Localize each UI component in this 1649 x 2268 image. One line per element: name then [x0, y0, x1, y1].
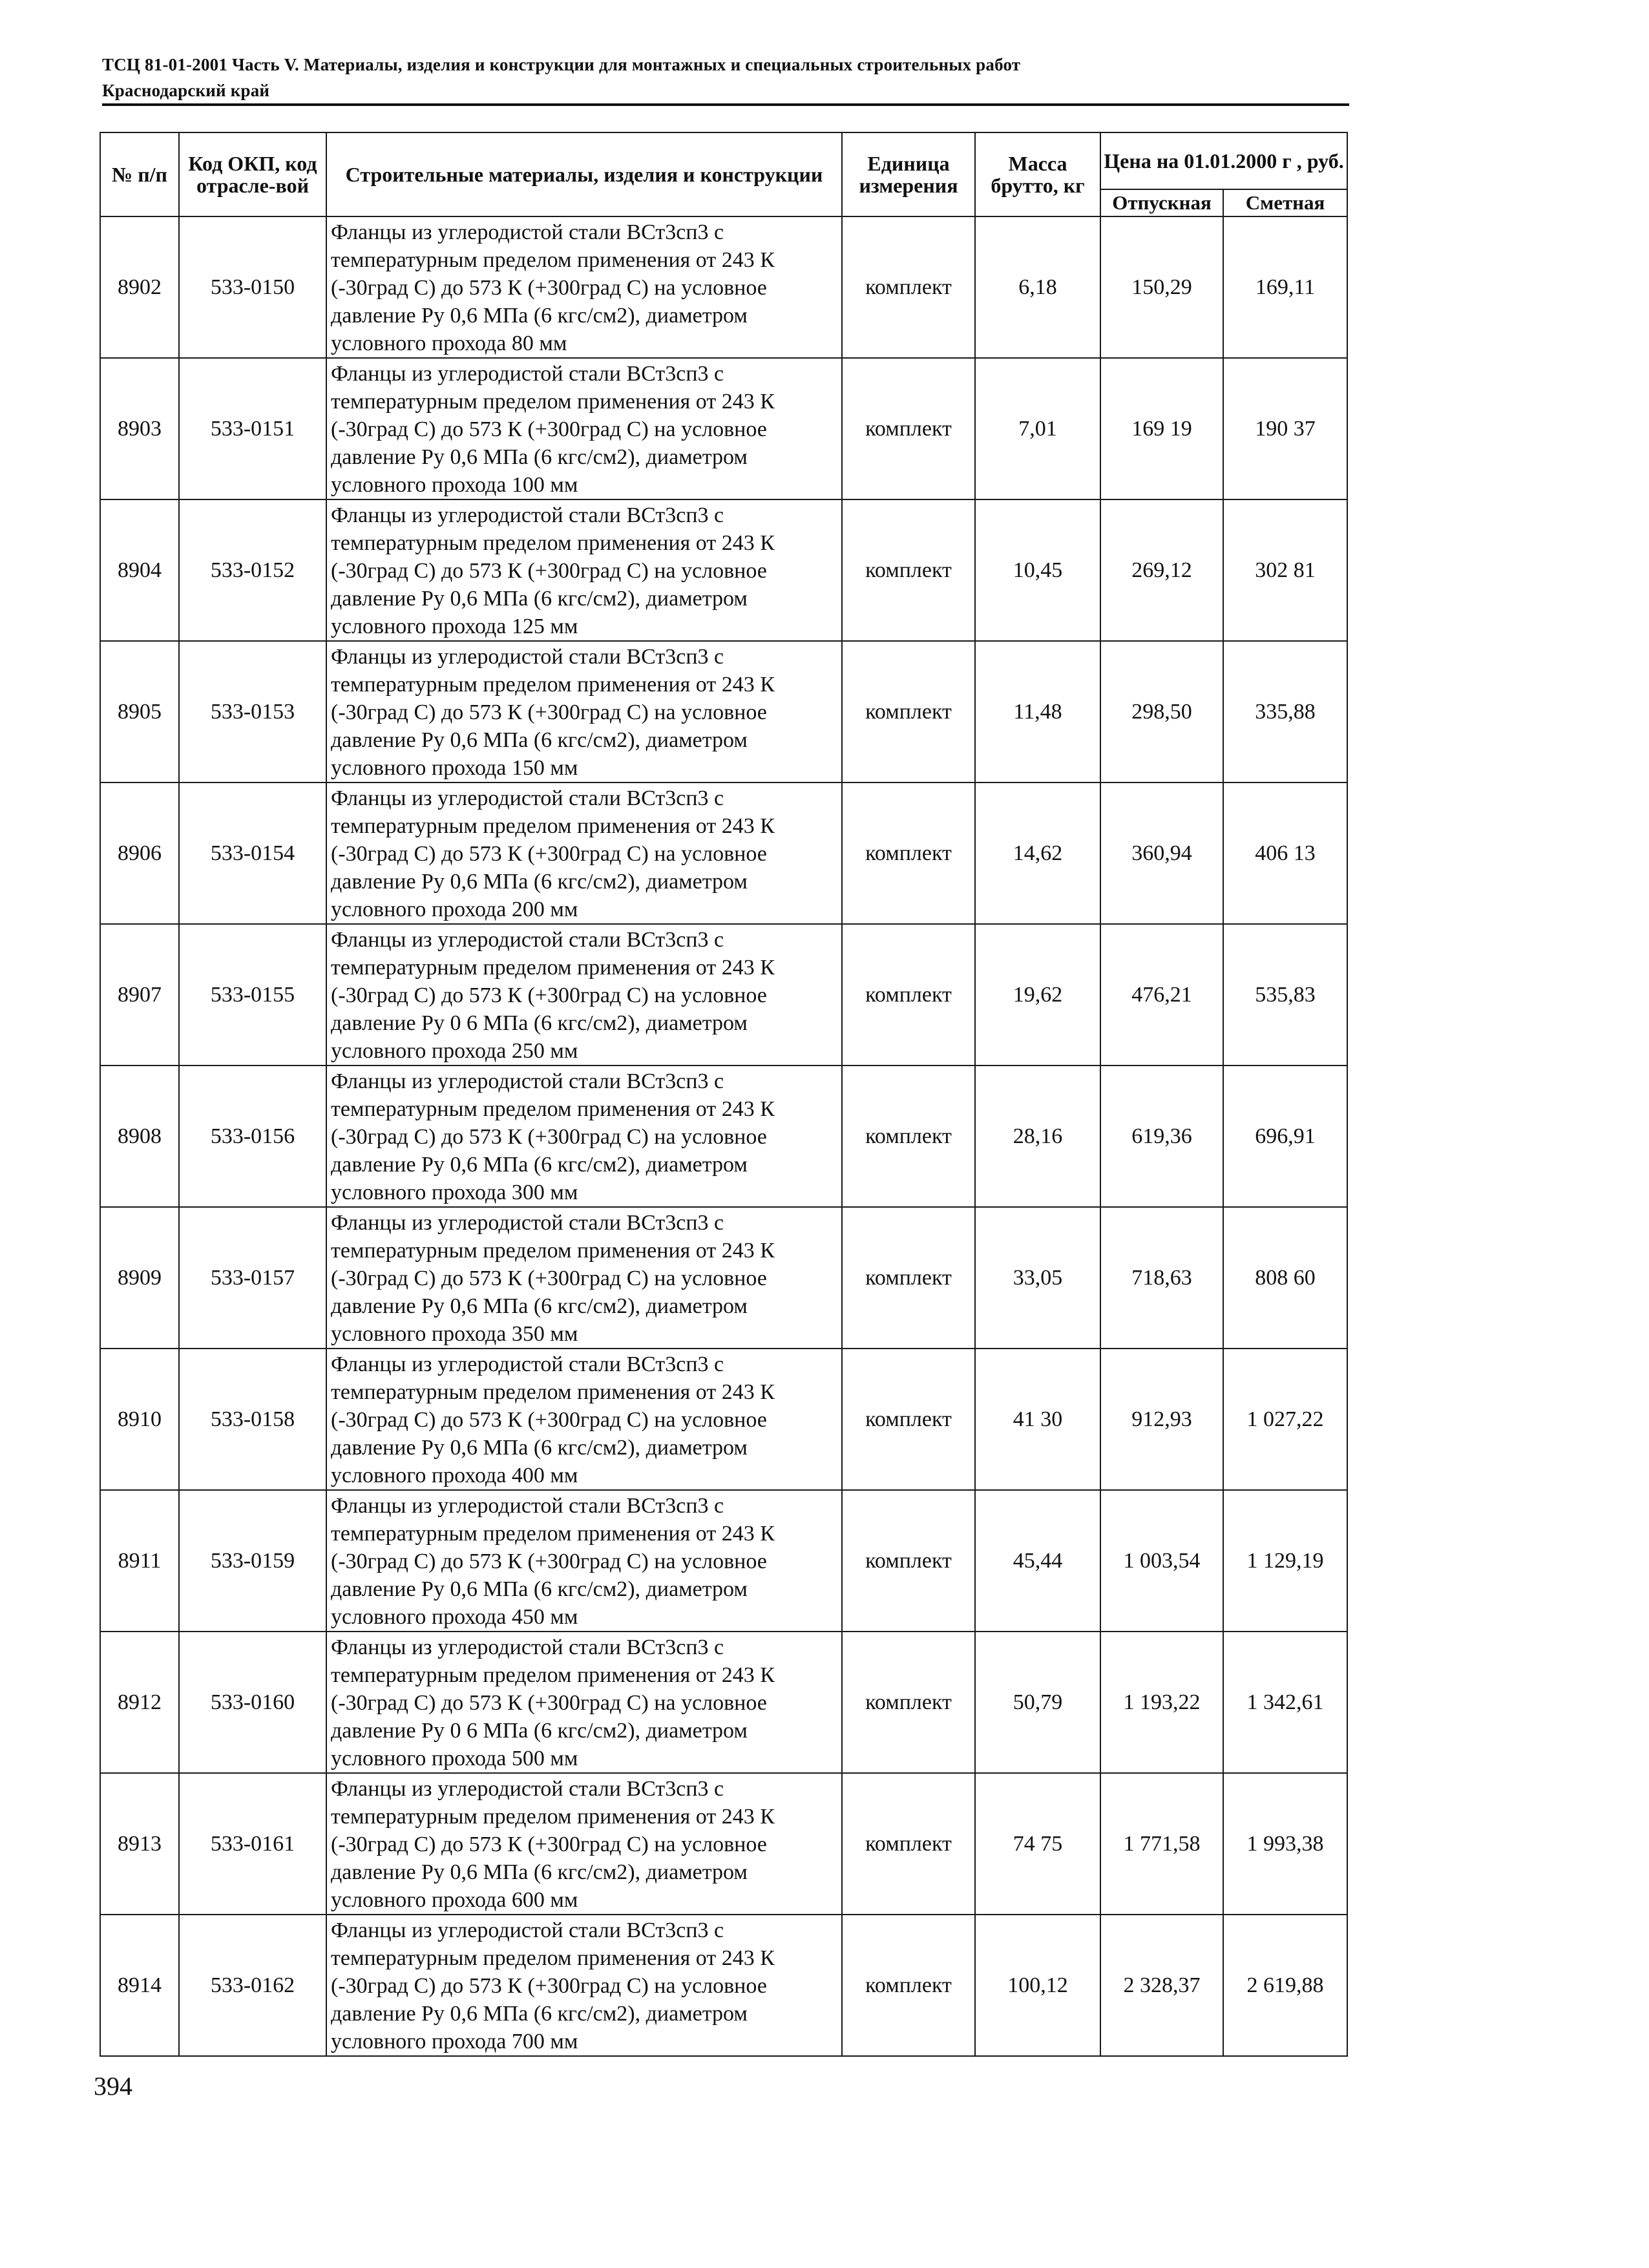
gross-mass: 11,48	[975, 641, 1100, 782]
row-number: 8906	[100, 782, 179, 924]
unit-of-measure: комплект	[842, 1632, 975, 1773]
table-row	[100, 641, 1347, 782]
estimate-price: 335,88	[1223, 641, 1347, 782]
release-price: 269,12	[1100, 499, 1223, 641]
item-description: Фланцы из углеродистой стали ВСт3сп3 с температурным пределом применения от 243 К (-30град С) до 573 К (+300град С) на условное давление Ру 0,6 МПа (6 кгс/см2), диаметром условного прохода 300 мм	[326, 1066, 842, 1207]
unit-of-measure: комплект	[842, 216, 975, 358]
release-price: 1 771,58	[1100, 1773, 1223, 1915]
estimate-price: 406 13	[1223, 782, 1347, 924]
header-rule	[102, 103, 1349, 106]
col-header-mass: Масса брутто, кг	[975, 132, 1100, 216]
okp-code: 533-0160	[179, 1632, 326, 1773]
release-price: 298,50	[1100, 641, 1223, 782]
item-description: Фланцы из углеродистой стали ВСт3сп3 с температурным пределом применения от 243 К (-30град С) до 573 К (+300град С) на условное давление Ру 0,6 МПа (6 кгс/см2), диаметром условного прохода 350 мм	[326, 1207, 842, 1349]
table-row	[100, 1207, 1347, 1349]
item-description: Фланцы из углеродистой стали ВСт3сп3 с температурным пределом применения от 243 К (-30град С) до 573 К (+300град С) на условное давление Ру 0,6 МПа (6 кгс/см2), диаметром условного прохода 150 мм	[326, 641, 842, 782]
unit-of-measure: комплект	[842, 1349, 975, 1490]
gross-mass: 33,05	[975, 1207, 1100, 1349]
release-price: 1 003,54	[1100, 1490, 1223, 1632]
gross-mass: 45,44	[975, 1490, 1100, 1632]
col-header-unit: Единица измерения	[842, 132, 975, 216]
gross-mass: 41 30	[975, 1349, 1100, 1490]
page-header	[102, 52, 1349, 103]
estimate-price: 190 37	[1223, 358, 1347, 499]
table-row	[100, 1349, 1347, 1490]
table-row	[100, 1773, 1347, 1915]
estimate-price: 535,83	[1223, 924, 1347, 1066]
okp-code: 533-0151	[179, 358, 326, 499]
okp-code: 533-0155	[179, 924, 326, 1066]
page-number: 394	[94, 2072, 132, 2101]
estimate-price: 696,91	[1223, 1066, 1347, 1207]
table-row	[100, 1066, 1347, 1207]
release-price: 912,93	[1100, 1349, 1223, 1490]
okp-code: 533-0153	[179, 641, 326, 782]
item-description: Фланцы из углеродистой стали ВСт3сп3 с температурным пределом применения от 243 К (-30град С) до 573 К (+300град С) на условное давление Ру 0,6 МПа (6 кгс/см2), диаметром условного прохода 700 мм	[326, 1915, 842, 2056]
row-number: 8903	[100, 358, 179, 499]
row-number: 8913	[100, 1773, 179, 1915]
item-description: Фланцы из углеродистой стали ВСт3сп3 с температурным пределом применения от 243 К (-30град С) до 573 К (+300град С) на условное давление Ру 0,6 МПа (6 кгс/см2), диаметром условного прохода 400 мм	[326, 1349, 842, 1490]
release-price: 1 193,22	[1100, 1632, 1223, 1773]
table-body	[100, 216, 1347, 2056]
release-price: 150,29	[1100, 216, 1223, 358]
row-number: 8905	[100, 641, 179, 782]
table-row	[100, 1915, 1347, 2056]
row-number: 8909	[100, 1207, 179, 1349]
col-header-price-release: Отпускная	[1100, 189, 1223, 216]
col-header-name: Строительные материалы, изделия и конструкции	[326, 132, 842, 216]
unit-of-measure: комплект	[842, 1066, 975, 1207]
col-header-num: № п/п	[100, 132, 179, 216]
gross-mass: 100,12	[975, 1915, 1100, 2056]
table-row	[100, 499, 1347, 641]
gross-mass: 14,62	[975, 782, 1100, 924]
unit-of-measure: комплект	[842, 1207, 975, 1349]
gross-mass: 74 75	[975, 1773, 1100, 1915]
okp-code: 533-0162	[179, 1915, 326, 2056]
row-number: 8912	[100, 1632, 179, 1773]
unit-of-measure: комплект	[842, 641, 975, 782]
gross-mass: 10,45	[975, 499, 1100, 641]
gross-mass: 6,18	[975, 216, 1100, 358]
okp-code: 533-0156	[179, 1066, 326, 1207]
col-header-price-estimate: Сметная	[1223, 189, 1347, 216]
release-price: 619,36	[1100, 1066, 1223, 1207]
row-number: 8907	[100, 924, 179, 1066]
estimate-price: 1 993,38	[1223, 1773, 1347, 1915]
okp-code: 533-0161	[179, 1773, 326, 1915]
item-description: Фланцы из углеродистой стали ВСт3сп3 с температурным пределом применения от 243 К (-30град С) до 573 К (+300град С) на условное давление Ру 0,6 МПа (6 кгс/см2), диаметром условного прохода 80 мм	[326, 216, 842, 358]
header-title: ТСЦ 81-01-2001 Часть V. Материалы, изделия и конструкции для монтажных и специальных строительных работ	[102, 55, 1021, 74]
row-number: 8902	[100, 216, 179, 358]
row-number: 8914	[100, 1915, 179, 2056]
row-number: 8911	[100, 1490, 179, 1632]
table-row	[100, 782, 1347, 924]
release-price: 2 328,37	[1100, 1915, 1223, 2056]
unit-of-measure: комплект	[842, 1915, 975, 2056]
unit-of-measure: комплект	[842, 358, 975, 499]
unit-of-measure: комплект	[842, 1490, 975, 1632]
item-description: Фланцы из углеродистой стали ВСт3сп3 с температурным пределом применения от 243 К (-30град С) до 573 К (+300град С) на условное давление Ру 0,6 МПа (6 кгс/см2), диаметром условного прохода 125 мм	[326, 499, 842, 641]
item-description: Фланцы из углеродистой стали ВСт3сп3 с температурным пределом применения от 243 К (-30град С) до 573 К (+300град С) на условное давление Ру 0 6 МПа (6 кгс/см2), диаметром условного прохода 500 мм	[326, 1632, 842, 1773]
estimate-price: 808 60	[1223, 1207, 1347, 1349]
release-price: 476,21	[1100, 924, 1223, 1066]
row-number: 8908	[100, 1066, 179, 1207]
item-description: Фланцы из углеродистой стали ВСт3сп3 с температурным пределом применения от 243 К (-30град С) до 573 К (+300град С) на условное давление Ру 0,6 МПа (6 кгс/см2), диаметром условного прохода 200 мм	[326, 782, 842, 924]
release-price: 169 19	[1100, 358, 1223, 499]
table-row	[100, 1632, 1347, 1773]
table-row	[100, 216, 1347, 358]
unit-of-measure: комплект	[842, 924, 975, 1066]
estimate-price: 1 027,22	[1223, 1349, 1347, 1490]
row-number: 8910	[100, 1349, 179, 1490]
unit-of-measure: комплект	[842, 499, 975, 641]
release-price: 718,63	[1100, 1207, 1223, 1349]
gross-mass: 19,62	[975, 924, 1100, 1066]
table-row	[100, 1490, 1347, 1632]
gross-mass: 28,16	[975, 1066, 1100, 1207]
price-table	[100, 132, 1348, 2057]
estimate-price: 1 342,61	[1223, 1632, 1347, 1773]
item-description: Фланцы из углеродистой стали ВСт3сп3 с температурным пределом применения от 243 К (-30град С) до 573 К (+300град С) на условное давление Ру 0,6 МПа (6 кгс/см2), диаметром условного прохода 600 мм	[326, 1773, 842, 1915]
gross-mass: 7,01	[975, 358, 1100, 499]
okp-code: 533-0158	[179, 1349, 326, 1490]
okp-code: 533-0154	[179, 782, 326, 924]
release-price: 360,94	[1100, 782, 1223, 924]
okp-code: 533-0159	[179, 1490, 326, 1632]
okp-code: 533-0157	[179, 1207, 326, 1349]
gross-mass: 50,79	[975, 1632, 1100, 1773]
unit-of-measure: комплект	[842, 782, 975, 924]
estimate-price: 302 81	[1223, 499, 1347, 641]
item-description: Фланцы из углеродистой стали ВСт3сп3 с температурным пределом применения от 243 К (-30град С) до 573 К (+300град С) на условное давление Ру 0 6 МПа (6 кгс/см2), диаметром условного прохода 250 мм	[326, 924, 842, 1066]
row-number: 8904	[100, 499, 179, 641]
okp-code: 533-0152	[179, 499, 326, 641]
okp-code: 533-0150	[179, 216, 326, 358]
table-row	[100, 358, 1347, 499]
estimate-price: 2 619,88	[1223, 1915, 1347, 2056]
table-row	[100, 924, 1347, 1066]
item-description: Фланцы из углеродистой стали ВСт3сп3 с температурным пределом применения от 243 К (-30град С) до 573 К (+300град С) на условное давление Ру 0,6 МПа (6 кгс/см2), диаметром условного прохода 450 мм	[326, 1490, 842, 1632]
estimate-price: 1 129,19	[1223, 1490, 1347, 1632]
estimate-price: 169,11	[1223, 216, 1347, 358]
header-region: Краснодарский край	[102, 81, 270, 100]
col-header-price-group: Цена на 01.01.2000 г , руб.	[1100, 132, 1347, 189]
col-header-code: Код ОКП, код отрасле-вой	[179, 132, 326, 216]
item-description: Фланцы из углеродистой стали ВСт3сп3 с температурным пределом применения от 243 К (-30град С) до 573 К (+300град С) на условное давление Ру 0,6 МПа (6 кгс/см2), диаметром условного прохода 100 мм	[326, 358, 842, 499]
unit-of-measure: комплект	[842, 1773, 975, 1915]
